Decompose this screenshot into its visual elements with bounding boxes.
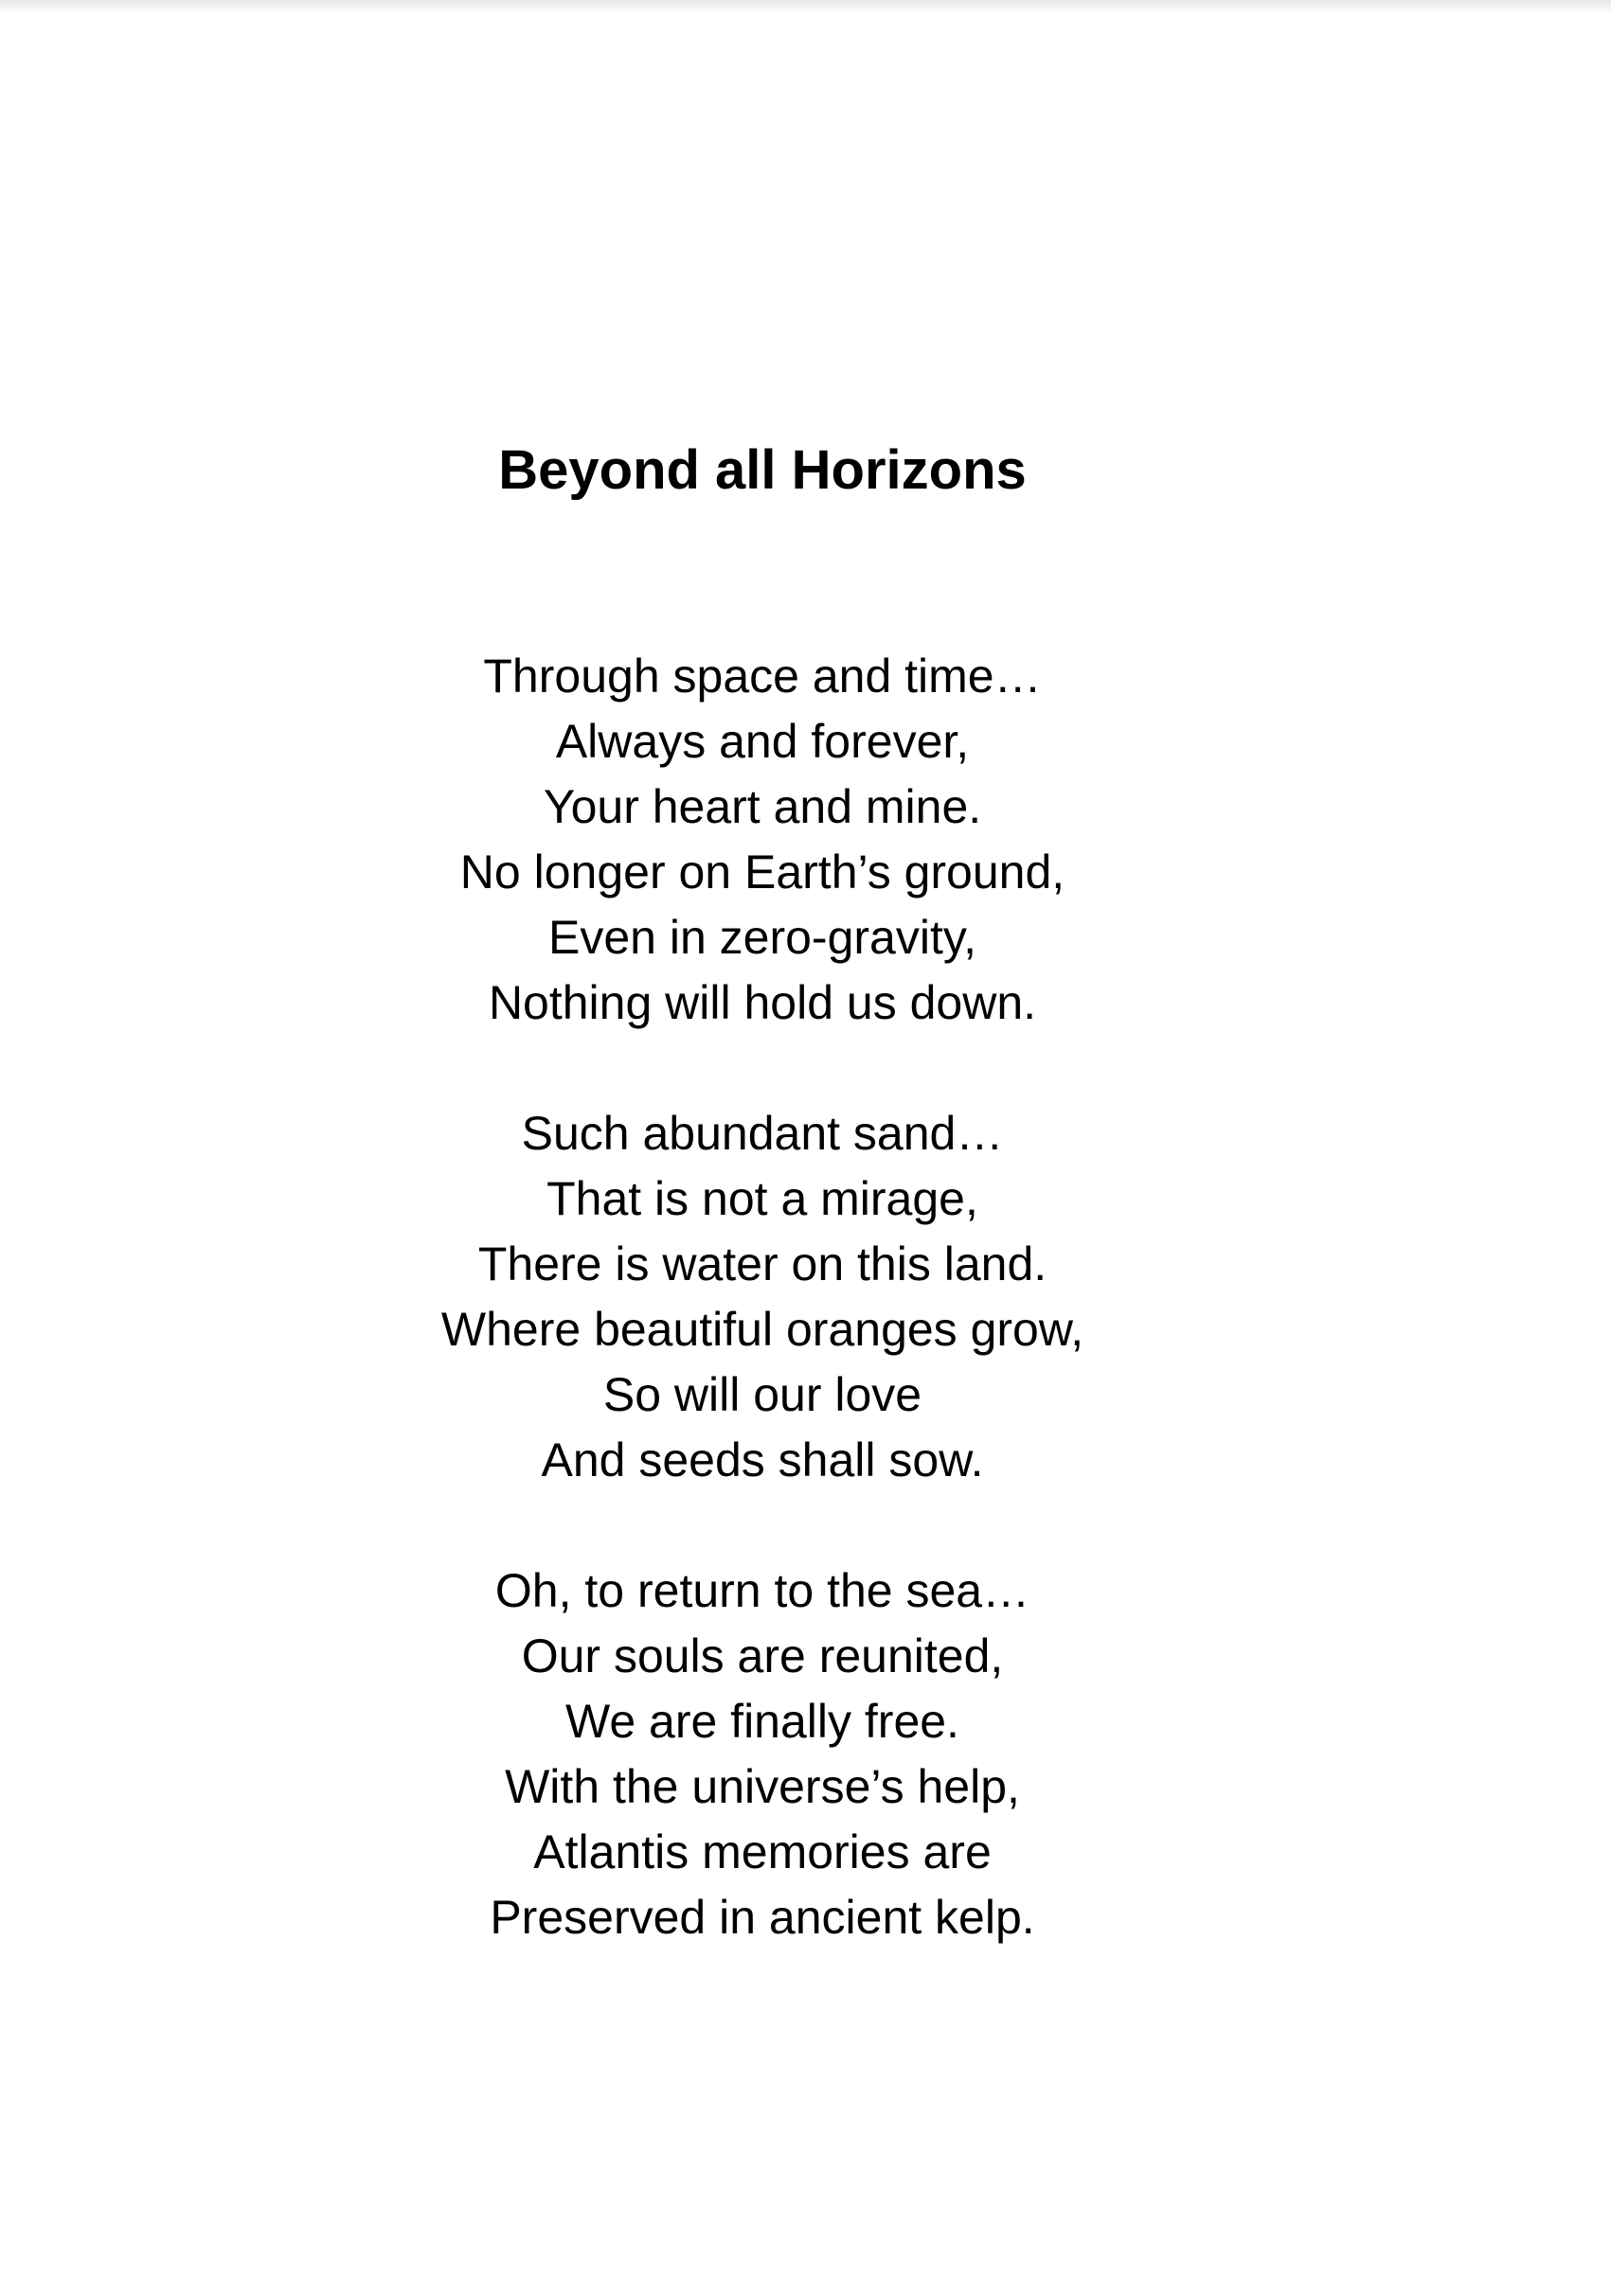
poem-stanza-1: [0, 644, 1525, 1036]
poem-line: Such abundant sand…: [521, 1107, 1004, 1160]
poem-line: Atlantis memories are: [533, 1825, 992, 1878]
poem-stanza-3: [0, 1558, 1525, 1950]
poem-line: With the universe’s help,: [505, 1760, 1020, 1813]
poem-line: No longer on Earth’s ground,: [459, 845, 1065, 899]
poem-stanza-2: [0, 1101, 1525, 1493]
poem-line: Where beautiful oranges grow,: [440, 1303, 1084, 1356]
poem-line: And seeds shall sow.: [541, 1433, 984, 1486]
poem-line: Our souls are reunited,: [521, 1629, 1004, 1682]
poem-title: Beyond all Horizons: [498, 439, 1027, 501]
poem-line: Oh, to return to the sea…: [494, 1564, 1030, 1617]
poem-line: Always and forever,: [555, 715, 970, 768]
poem-line: That is not a mirage,: [546, 1172, 978, 1225]
poem-line: Your heart and mine.: [543, 780, 982, 833]
poem-line: Through space and time…: [483, 650, 1042, 703]
poem-line: Even in zero-gravity,: [547, 911, 977, 964]
poem-line: Preserved in ancient kelp.: [490, 1891, 1035, 1944]
poem-line: We are finally free.: [565, 1695, 959, 1748]
poem-line: So will our love: [602, 1368, 922, 1421]
poem-body: [0, 644, 1525, 2016]
poem-line: There is water on this land.: [477, 1237, 1047, 1290]
poem-line: Nothing will hold us down.: [488, 976, 1037, 1029]
